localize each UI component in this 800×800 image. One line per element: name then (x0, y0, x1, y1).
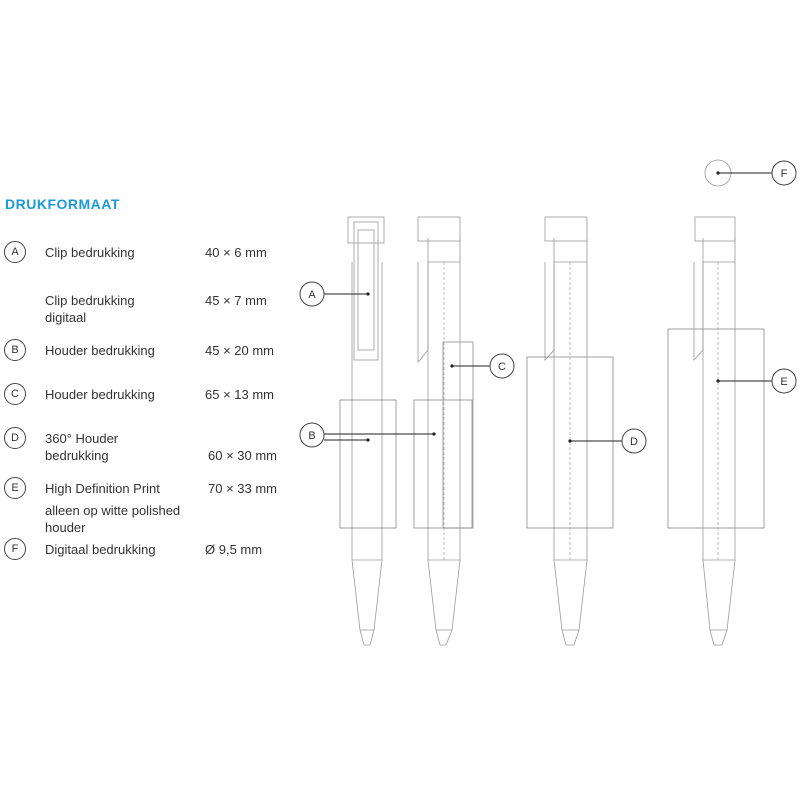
print-zone-c (443, 342, 473, 528)
pen-clip-top (554, 238, 587, 262)
callout-f (772, 161, 796, 185)
callout-a (300, 282, 324, 306)
callout-label: E (780, 376, 788, 388)
pen-cap (545, 217, 587, 241)
spec-size: 45 × 7 mm (205, 293, 267, 308)
callout-label: A (308, 289, 316, 301)
pen-clip-side (545, 262, 554, 360)
pen-front-view (340, 217, 396, 645)
badge-c: C (4, 383, 26, 405)
spec-size: 45 × 20 mm (205, 343, 275, 358)
pen-lower-body (428, 560, 460, 630)
callout-label: F (780, 168, 788, 180)
section-title: DRUKFORMAAT (5, 196, 120, 212)
callout-label: B (308, 430, 316, 442)
print-zone-b (340, 400, 396, 528)
spec-size: 70 × 33 mm (208, 481, 278, 496)
pen-lower-body (554, 560, 587, 630)
callout-d (622, 429, 646, 453)
spec-label: High Definition Print (45, 481, 160, 496)
pen-barrel (352, 262, 382, 560)
pen-side-view-e (668, 217, 764, 645)
spec-size: 40 × 6 mm (205, 245, 267, 260)
pen-clip-side (694, 262, 703, 360)
pen-lower-body (352, 560, 382, 630)
spec-size: Ø 9,5 mm (205, 542, 263, 557)
pen-tip (360, 630, 374, 645)
spec-label: Houder bedrukking (45, 343, 155, 358)
pen-cap (695, 217, 735, 241)
leader-dot-c (450, 364, 453, 367)
spec-size: 65 × 13 mm (205, 387, 275, 402)
pen-tip (436, 630, 452, 645)
callout-label: D (630, 436, 638, 448)
pen-clip-top (703, 238, 735, 262)
spec-label: Clip bedrukking digitaal (45, 293, 135, 325)
print-zone-e (668, 329, 764, 528)
pen-tip (562, 630, 579, 645)
spec-size: 60 × 30 mm (208, 448, 278, 463)
leader-dot-f (716, 171, 719, 174)
leader-dot-e (716, 379, 719, 382)
callout-c (490, 354, 514, 378)
clip-print-area (358, 230, 374, 350)
badge-e: E (4, 477, 26, 499)
leader-lines (324, 171, 772, 442)
pen-side-view-d (527, 217, 613, 645)
pen-barrel (554, 262, 587, 560)
spec-label: Houder bedrukking (45, 387, 155, 402)
pen-barrel (428, 262, 460, 560)
pen-side-view-c (414, 217, 473, 645)
leader-dot-a (366, 292, 369, 295)
callout-e (772, 369, 796, 393)
badge-f: F (4, 538, 26, 560)
badge-a: A (4, 241, 26, 263)
pen-clip-top (428, 238, 460, 262)
spec-label: Digitaal bedrukking (45, 542, 156, 557)
pen-cap (418, 217, 460, 241)
callout-b (300, 423, 324, 447)
pen-lower-body (703, 560, 735, 630)
pen-clip-side (418, 262, 428, 362)
badge-b: B (4, 339, 26, 361)
leader-dot-d (568, 439, 571, 442)
pen-tip (710, 630, 727, 645)
spec-label: Clip bedrukking (45, 245, 135, 260)
callout-label: C (498, 361, 506, 373)
spec-note: alleen op witte polished houder (45, 503, 181, 535)
spec-label: 360° Houder bedrukking (45, 431, 119, 463)
leader-dot-b-side (432, 432, 435, 435)
pen-barrel (703, 262, 735, 560)
badge-d: D (4, 427, 26, 449)
leader-dot-b (366, 438, 369, 441)
